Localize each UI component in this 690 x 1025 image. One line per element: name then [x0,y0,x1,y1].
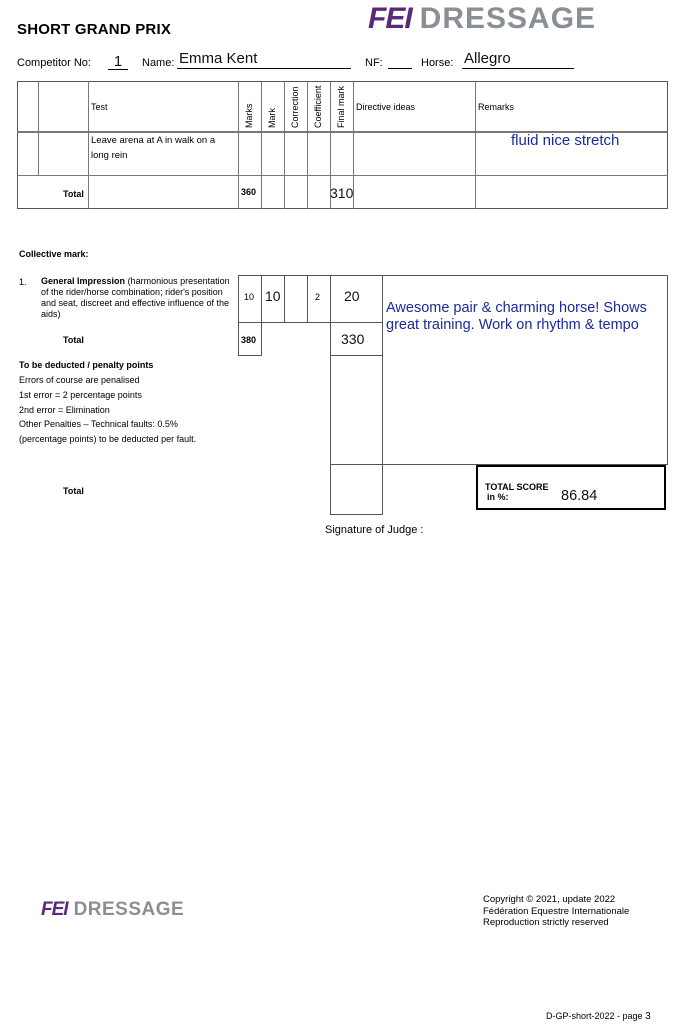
collective-final-value[interactable]: 20 [344,288,360,304]
table-col-line [88,81,89,209]
collective-mark-value[interactable]: 10 [265,288,281,304]
header-coefficient: Coefficient [313,85,323,128]
penalty-cell [330,355,383,465]
page-reference [546,1011,651,1022]
collective-item-number: 1. [19,277,27,287]
collective-coefficient-value: 2 [315,292,321,302]
total-score-label [485,482,549,502]
collective-item-title: General Impression [41,276,126,286]
total-score-label-line1: TOTAL SCORE [485,482,549,492]
table-col-line [475,81,476,209]
collective-heading: Collective mark: [19,249,89,259]
header-marks: Marks [244,103,254,128]
penalty-line: Errors of course are penalised [19,375,140,385]
collective-item-text [41,276,235,320]
penalty-line: 2nd error = Elimination [19,405,110,415]
signature-label: Signature of Judge : [325,524,424,536]
table-col-line [307,81,308,209]
collective-total-label: Total [63,335,84,345]
judge-comment[interactable]: Awesome pair & charming horse! Shows great training. Work on rhythm & tempo [386,300,647,333]
nf-label: NF: [365,57,383,69]
header-mark: Mark [267,108,277,128]
copyright-line: Copyright © 2021, update 2022 [483,894,616,905]
page-ref-text: D-GP-short-2022 - page [546,1011,643,1021]
fei-dressage-logo [368,3,596,35]
table-col-line [284,81,285,209]
collective-item-desc: (harmonious presentation of the rider/horse combination; rider's position and seat, discreet and effective influence of the aids) [41,276,230,319]
test-movement-text: Leave arena at A in walk on a long rein [91,135,216,161]
header-final-mark: Final mark [336,85,346,128]
header-remarks: Remarks [478,102,515,112]
nf-field[interactable] [388,58,412,69]
table-total-label: Total [63,189,84,199]
collective-correction-cell [284,275,308,323]
page-number: 3 [645,1011,651,1022]
table-total-marks: 360 [241,187,257,197]
collective-marks-value: 10 [244,292,255,302]
competitor-number-field[interactable]: 1 [108,54,128,70]
table-col-line [261,81,262,209]
name-field[interactable]: Emma Kent [177,50,351,69]
footer-fei-logo-text: FEI [41,899,68,920]
footer-dressage-logo-text: DRESSAGE [73,899,185,920]
penalties-heading: To be deducted / penalty points [19,360,154,370]
penalty-line: 1st error = 2 percentage points [19,390,142,400]
collective-total-final[interactable]: 330 [341,331,365,347]
footer-logo [41,899,184,921]
header-directive-ideas: Directive ideas [356,102,416,112]
total-score-value[interactable]: 86.84 [561,488,598,504]
copyright-block [483,894,629,929]
final-total-cell [330,464,383,515]
table-col-line [38,81,39,175]
horse-label: Horse: [421,57,454,69]
total-score-label-line2: in %: [487,492,509,502]
reproduction-line: Reproduction strictly reserved [483,917,609,928]
header-correction: Correction [290,86,300,128]
horse-field[interactable]: Allegro [462,50,574,69]
header-test: Test [91,102,108,112]
remarks-field[interactable]: fluid nice stretch [511,132,620,149]
table-col-line [238,81,239,209]
penalty-line: (percentage points) to be deducted per fault. [19,434,197,444]
table-total-final[interactable]: 310 [330,185,354,201]
federation-line: Fédération Equestre Internationale [483,905,630,917]
table-divider [17,175,668,176]
final-total-label: Total [63,486,84,496]
competitor-number-label: Competitor No: [17,57,91,69]
dressage-logo-text: DRESSAGE [419,2,597,35]
penalty-line: Other Penalties – Technical faults: 0.5% [19,419,178,429]
name-label: Name: [142,57,175,69]
fei-logo-text: FEI [368,2,412,35]
page-title: SHORT GRAND PRIX [17,21,172,38]
collective-total-marks: 380 [241,335,257,345]
